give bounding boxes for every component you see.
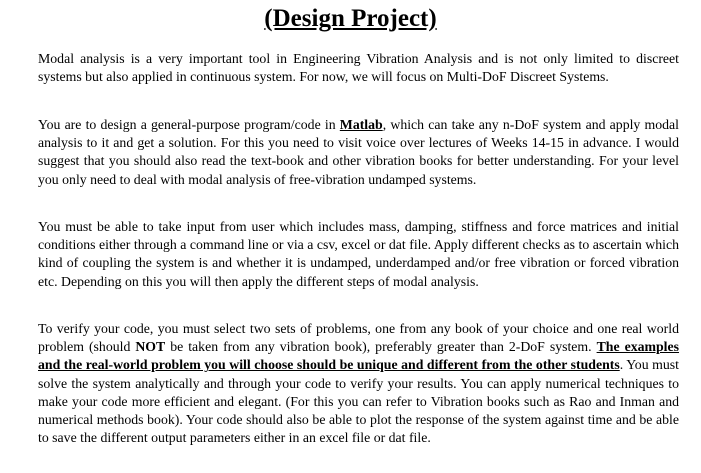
paragraph-intro <box>38 50 679 86</box>
not-emphasis: NOT <box>135 339 166 355</box>
paragraph-verify <box>38 320 679 447</box>
matlab-emphasis: Matlab <box>339 117 383 132</box>
paragraph-input <box>38 218 679 291</box>
unique-examples-emphasis: The examples and the real-world problem you will choose should be unique and different from the other students <box>38 339 679 373</box>
paragraph-verify-text-c: . You must solve the system analytically and through your code to verify your results. You can apply numerical techniques to make your code more efficient and elegant. (For this you can refer to Vibration books such as Rao and Inman and numerical methods book). Your code should also be able to plot the response of the system against time and be able to save the different output parameters either in an excel file or dat file. <box>38 357 679 446</box>
paragraph-verify-text-b: be taken from any vibration book), preferably greater than 2-DoF system. <box>165 339 597 355</box>
paragraph-task-text-a: You are to design a general-purpose program/code in <box>38 117 340 132</box>
paragraph-intro-text: Modal analysis is a very important tool in Engineering Vibration Analysis and is not only limited to discreet systems but also applied in continuous system. For now, we will focus on Multi-DoF Discreet Systems. <box>38 51 679 85</box>
page-title: (Design Project) <box>264 5 437 32</box>
paragraph-task-text-b: , which can take any n-DoF system and apply modal analysis to it and get a solution. For this you need to visit voice over lectures of Weeks 14-15 in advance. I would suggest that you should also read the text-book and other vibration books for better understanding. For your level you only need to deal with modal analysis of free-vibration undamped systems. <box>38 117 679 187</box>
paragraph-input-text: You must be able to take input from user which includes mass, damping, stiffness and force matrices and initial conditions either through a command line or via a csv, excel or dat file. Apply different checks as to ascertain which kind of coupling the system is and whether it is undamped, underdamped and/or free vibration or forced vibration etc. Depending on this you will then apply the different steps of modal analysis. <box>38 219 679 289</box>
paragraph-task <box>38 116 679 189</box>
paragraph-verify-text-a: To verify your code, you must select two sets of problems, one from any book of your choice and one real world problem (should <box>38 321 679 355</box>
